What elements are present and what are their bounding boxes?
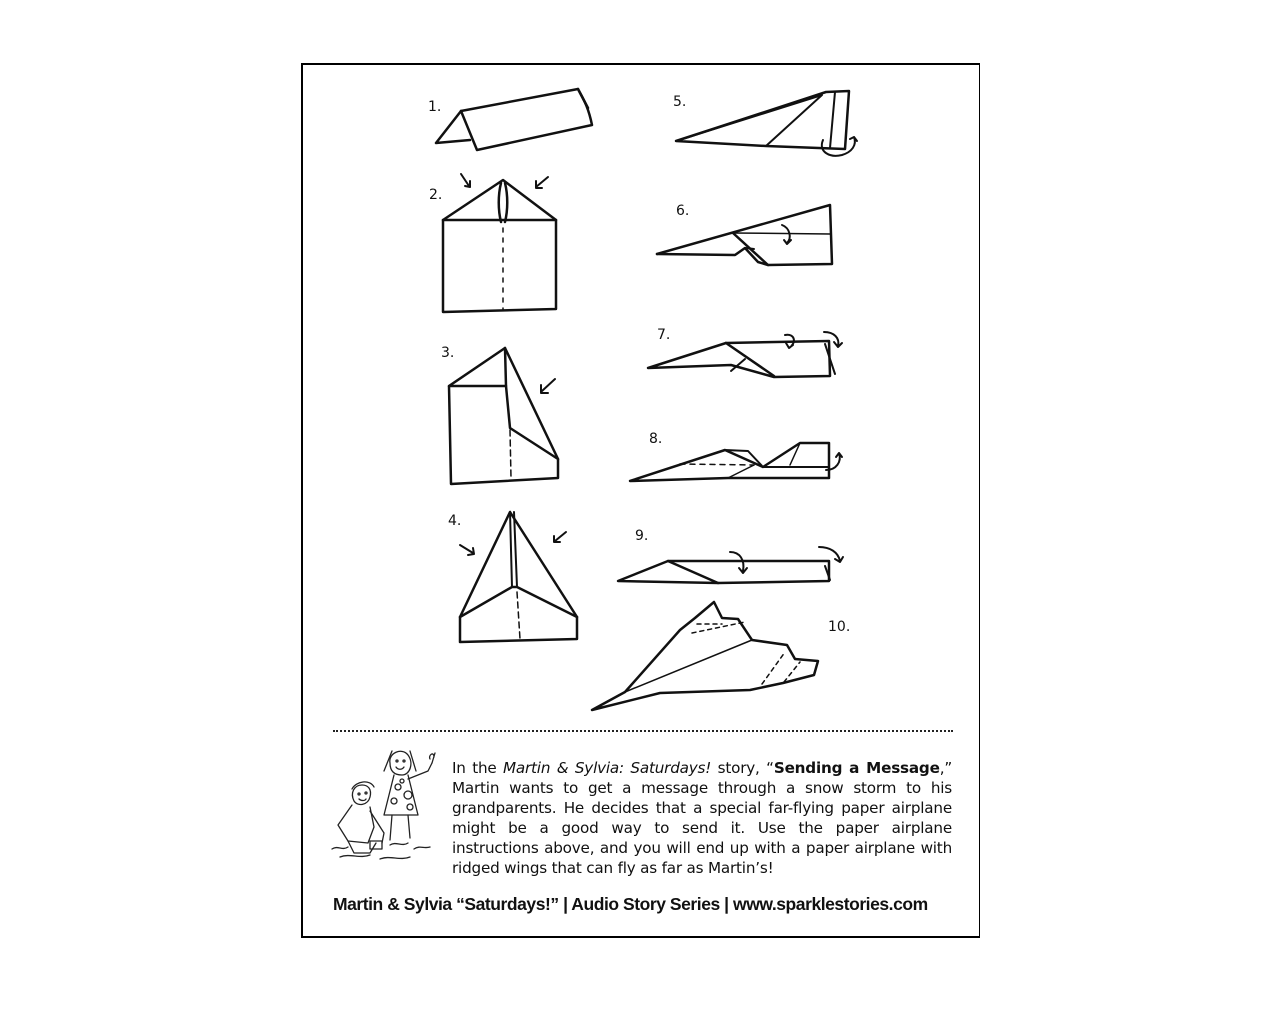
step-5-drawing (676, 91, 857, 156)
story-title: Sending a Message (773, 759, 940, 777)
step-2-drawing (443, 174, 556, 312)
step-number-2: 2. (429, 187, 443, 203)
step-1-drawing (436, 89, 592, 150)
step-number-7: 7. (657, 327, 671, 343)
step-4-drawing (460, 512, 577, 642)
step-10-drawing (592, 602, 818, 710)
step-number-1: 1. (428, 99, 442, 115)
series-name: Martin & Sylvia: Saturdays! (503, 759, 712, 777)
step-number-4: 4. (448, 513, 462, 529)
step-8-drawing (630, 443, 842, 481)
dotted-divider (333, 730, 953, 732)
story-word-text: story, “ (711, 759, 774, 777)
footer-credits: Martin & Sylvia “Saturdays!” | Audio Story Series | www.sparklestories.com (333, 894, 928, 914)
story-description (452, 758, 952, 878)
step-number-10: 10. (828, 619, 851, 635)
step-number-8: 8. (649, 431, 663, 447)
step-9-drawing (618, 547, 843, 583)
step-3-drawing (449, 348, 558, 484)
step-7-drawing (648, 332, 842, 377)
martin-and-sylvia-illustration (330, 745, 445, 865)
story-intro-text: In the (452, 759, 503, 777)
step-number-6: 6. (676, 203, 690, 219)
step-number-3: 3. (441, 345, 455, 361)
story-body-text: Martin wants to get a message through a snow storm to his grandparents. He decides that a special far-flying paper airplane might be a good way to send it. Use the paper airplane instructions above, and you will end up with a paper airplane with ridged wings that can fly as far as Martin’s! (452, 779, 952, 877)
step-number-5: 5. (673, 94, 687, 110)
story-title-closing: ,” (939, 759, 952, 777)
step-number-9: 9. (635, 528, 649, 544)
